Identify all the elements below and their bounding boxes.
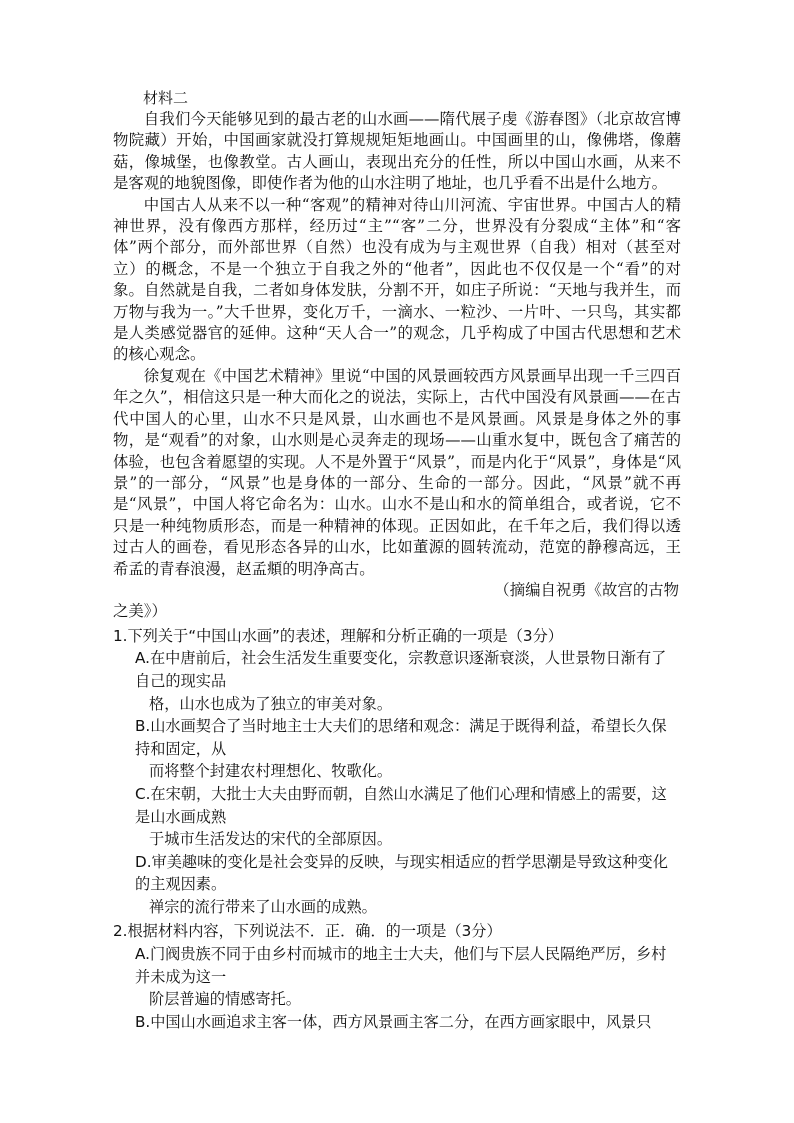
question-2-stem: 2.根据材料内容，下列说法不．正．确．的一项是（3分） [113,922,502,941]
material-paragraph-3: 徐复观在《中国艺术精神》里说“中国的风景画较西方风景画早出现一千三四百年之久”，相信这只是一种大而化之的说法，实际上，古代中国没有风景画——在古代中国人的心里，山水不只是风景，山水画也不是风景画。风景是身体之外的事物，是“观看”的对象，山水则是心灵奔走的现场——山重水复中，既包含了痛苦的体验，也包含着愿望的实现。人不是外置于“风景”，而是内化于“风景”，身体是“风景”的一部分，“风景”也是身体的一部分、生命的一部分。因此，“风景”就不再是“风景”，中国人将它命名为：山水。山水不是山和水的简单组合，或者说，它不只是一种纯物质形态，而是一种精神的体现。正因如此，在千年之后，我们得以透过古人的画卷，看见形态各异的山水，比如董源的圆转流动，范宽的静穆高远，王希孟的青春浪漫，赵孟頫的明净高古。 [113,366,681,578]
question-2 [113,920,681,1033]
question-1-option-c-cont: 于城市生活发达的宋代的全部原因。 [149,830,392,849]
question-1 [113,625,681,919]
question-1-option-b: B.山水画契合了当时地主士大夫们的思绪和观念：满足于既得利益，希望长久保持和固定，从 [135,717,667,758]
material-paragraph-2: 中国古人从来不以一种“客观”的精神对待山川河流、宇宙世界。中国古人的精神世界，没有像西方那样，经历过“主”“客”二分，世界没有分裂成“主体”和“客体”两个部分，而外部世界（自然）也没有成为与主观世界（自我）相对（甚至对立）的概念，不是一个独立于自我之外的“他者”，因此也不仅仅是一个“看”的对象。自然就是自我，二者如身体发肤，分割不开，如庄子所说：“天地与我并生，而万物与我为一。”大千世界，变化万千，一滴水、一粒沙、一片叶、一只鸟，其实都是人类感觉器官的延伸。这种“天人合一”的观念，几乎构成了中国古代思想和艺术的核心观念。 [113,195,681,364]
material-paragraph-1: 自我们今天能够见到的最古老的山水画——隋代展子虔《游春图》（北京故宫博物院藏）开始，中国画家就没打算规规矩矩地画山。中国画里的山，像佛塔，像蘑菇，像城堡，也像教堂。古人画山，表现出充分的任性，所以中国山水画，从来不是客观的地貌图像，即使作者为他的山水注明了地址，也几乎看不出是什么地方。 [113,110,681,193]
question-1-option-c: C.在宋朝，大批士大夫由野而朝，自然山水满足了他们心理和情感上的需要，这是山水画成熟 [135,784,667,826]
question-2-option-a: A.门阀贵族不同于由乡村而城市的地主士大夫，他们与下层人民隔绝严厉，乡村并未成为这一 [135,945,667,986]
question-1-option-a-cont: 格，山水也成为了独立的审美对象。 [149,694,392,713]
question-2-option-b: B.中国山水画追求主客一体，西方风景画主客二分，在西方画家眼中，风景只 [135,1012,652,1031]
material-source-line-1: （摘编自祝勇《故宫的古物 [494,580,679,599]
question-1-option-d-cont: 禅宗的流行带来了山水画的成熟。 [149,897,377,916]
question-1-option-b-cont: 而将整个封建农村理想化、牧歌化。 [149,762,392,781]
material-heading: 材料二 [143,89,189,107]
question-1-option-a: A.在中唐前后，社会生活发生重要变化，宗教意识逐渐衰淡，人世景物日渐有了自己的现实品 [135,649,667,690]
question-1-option-d: D.审美趣味的变化是社会变异的反映，与现实相适应的哲学思潮是导致这种变化的主观因素。 [135,852,668,894]
material-source-line-2: 之美》） [113,602,167,621]
question-1-stem: 1.下列关于“中国山水画”的表述，理解和分析正确的一项是（3分） [113,626,563,645]
question-2-option-a-cont: 阶层普遍的情感寄托。 [149,990,301,1009]
